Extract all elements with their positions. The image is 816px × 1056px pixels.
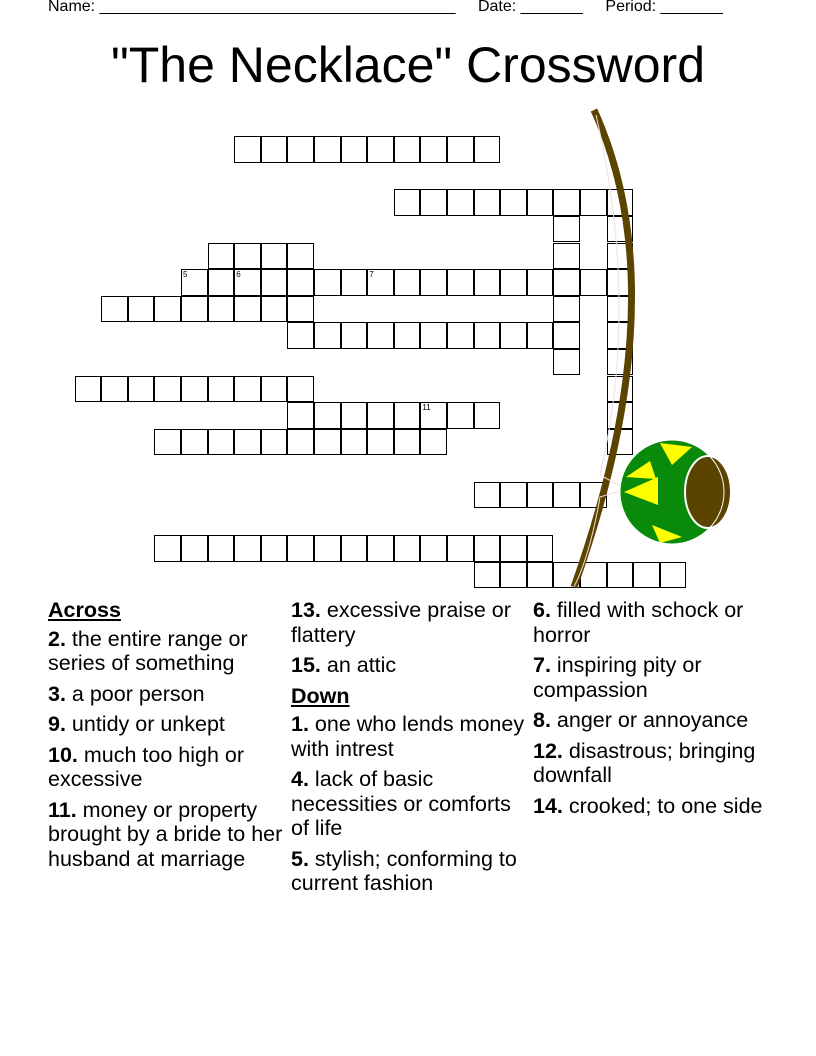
crossword-cell[interactable] [287, 296, 314, 323]
crossword-cell[interactable] [208, 243, 235, 270]
clue-down-7: 7. inspiring pity or compassion [533, 653, 702, 702]
date-field[interactable]: Date: _______ [477, 0, 583, 15]
crossword-cell[interactable] [208, 376, 235, 403]
crossword-cell[interactable] [341, 402, 368, 429]
crossword-cell[interactable] [367, 322, 394, 349]
crossword-cell[interactable] [341, 136, 368, 163]
clue-across-13: 13. excessive praise or flattery [291, 598, 511, 647]
crossword-cell[interactable] [420, 429, 447, 456]
crossword-cell[interactable] [474, 269, 501, 296]
page-title: "The Necklace" Crossword [110, 37, 706, 93]
crossword-cell[interactable] [394, 402, 421, 429]
clue-down-8: 8. anger or annoyance [533, 708, 749, 732]
clue-down-1: 1. one who lends money with intrest [291, 712, 525, 761]
crossword-cell[interactable] [527, 269, 554, 296]
period-field[interactable]: Period: _______ [605, 0, 723, 15]
crossword-cell[interactable] [234, 269, 261, 296]
crossword-cell[interactable] [527, 535, 554, 562]
crossword-cell[interactable] [234, 296, 261, 323]
crossword-cell[interactable] [261, 243, 288, 270]
across-heading: Across [48, 598, 121, 622]
crossword-cell[interactable] [500, 269, 527, 296]
crossword-cell[interactable] [394, 535, 421, 562]
worksheet-header [48, 0, 741, 16]
crossword-cell[interactable] [261, 535, 288, 562]
crossword-cell[interactable] [447, 269, 474, 296]
crossword-cell[interactable] [527, 189, 554, 216]
crossword-cell[interactable] [287, 243, 314, 270]
crossword-cell[interactable] [128, 376, 155, 403]
crossword-cell[interactable] [181, 429, 208, 456]
clue-down-6: 6. filled with schock or horror [533, 598, 744, 647]
crossword-cell[interactable] [234, 243, 261, 270]
crossword-cell[interactable] [261, 296, 288, 323]
clue-across-9: 9. untidy or unkept [48, 712, 225, 736]
down-heading: Down [291, 683, 350, 708]
crossword-cell[interactable] [154, 429, 181, 456]
crossword-cell[interactable] [261, 269, 288, 296]
crossword-cell[interactable] [261, 376, 288, 403]
crossword-cell[interactable] [101, 296, 128, 323]
crossword-cell[interactable] [261, 429, 288, 456]
crossword-cell[interactable] [314, 136, 341, 163]
crossword-cell[interactable] [261, 136, 288, 163]
crossword-cell[interactable] [234, 376, 261, 403]
clue-across-10: 10. much too high or excessive [48, 742, 245, 791]
crossword-cell[interactable] [474, 136, 501, 163]
crossword-cell[interactable] [474, 402, 501, 429]
name-field[interactable]: Name: ________________________________________ [48, 0, 456, 15]
crossword-cell[interactable] [394, 189, 421, 216]
necklace-illustration [560, 105, 740, 595]
clue-number: 7 [369, 270, 374, 280]
crossword-cell[interactable] [234, 136, 261, 163]
crossword-cell[interactable] [101, 376, 128, 403]
crossword-cell[interactable] [420, 189, 447, 216]
crossword-cell[interactable] [314, 429, 341, 456]
clue-across-11: 11. money or property brought by a bride to her husband at marriage [48, 797, 283, 871]
crossword-cell[interactable] [287, 535, 314, 562]
crossword-cell[interactable] [474, 189, 501, 216]
clue-down-12: 12. disastrous; bringing downfall [533, 738, 756, 787]
crossword-cell[interactable] [154, 296, 181, 323]
crossword-cell[interactable] [500, 535, 527, 562]
crossword-cell[interactable] [420, 322, 447, 349]
crossword-cell[interactable] [341, 269, 368, 296]
crossword-cell[interactable] [527, 482, 554, 509]
crossword-cell[interactable] [154, 376, 181, 403]
crossword-cell[interactable] [208, 269, 235, 296]
crossword-cell[interactable] [287, 269, 314, 296]
crossword-cell[interactable] [474, 322, 501, 349]
crossword-cell[interactable] [341, 535, 368, 562]
crossword-cell[interactable] [367, 136, 394, 163]
crossword-cell[interactable] [367, 402, 394, 429]
crossword-cell[interactable] [447, 535, 474, 562]
crossword-cell[interactable] [287, 376, 314, 403]
across-clues [48, 598, 284, 877]
crossword-cell[interactable] [314, 269, 341, 296]
crossword-cell[interactable] [527, 562, 554, 589]
crossword-cell[interactable] [394, 269, 421, 296]
crossword-cell[interactable] [500, 322, 527, 349]
crossword-cell[interactable] [367, 429, 394, 456]
clue-down-14: 14. crooked; to one side [533, 793, 763, 818]
crossword-cell[interactable] [500, 189, 527, 216]
crossword-cell[interactable] [234, 535, 261, 562]
crossword-cell[interactable] [394, 136, 421, 163]
necklace-chain [574, 110, 632, 587]
clue-down-4: 4. lack of basic necessities or comforts of life [291, 767, 511, 840]
crossword-cell[interactable] [500, 482, 527, 509]
crossword-cell[interactable] [314, 535, 341, 562]
crossword-cell[interactable] [341, 322, 368, 349]
crossword-cell[interactable] [208, 296, 235, 323]
clue-number: 11 [422, 403, 431, 413]
crossword-cell[interactable] [394, 429, 421, 456]
clue-number: 5 [183, 270, 188, 280]
crossword-cell[interactable] [420, 136, 447, 163]
crossword-cell[interactable] [341, 429, 368, 456]
clue-down-5: 5. stylish; conforming to current fashion [291, 846, 517, 895]
crossword-cell[interactable] [447, 402, 474, 429]
crossword-cell[interactable] [234, 429, 261, 456]
clue-across-3: 3. a poor person [48, 681, 205, 706]
clue-across-15: 15. an attic [291, 653, 397, 677]
crossword-cell[interactable] [314, 322, 341, 349]
crossword-cell[interactable] [447, 322, 474, 349]
crossword-cell[interactable] [420, 535, 447, 562]
crossword-cell[interactable] [154, 535, 181, 562]
crossword-cell[interactable] [75, 376, 102, 403]
crossword-cell[interactable] [314, 402, 341, 429]
crossword-cell[interactable] [420, 402, 447, 429]
crossword-cell[interactable] [208, 429, 235, 456]
clue-across-2: 2. the entire range or series of something [48, 626, 248, 675]
crossword-cell[interactable] [394, 322, 421, 349]
crossword-cell[interactable] [527, 322, 554, 349]
crossword-cell[interactable] [181, 296, 208, 323]
crossword-cell[interactable] [287, 402, 314, 429]
crossword-cell[interactable] [447, 136, 474, 163]
crossword-cell[interactable] [181, 535, 208, 562]
clue-number: 6 [236, 270, 241, 280]
crossword-cell[interactable] [367, 269, 394, 296]
crossword-cell[interactable] [474, 482, 501, 509]
crossword-cell[interactable] [367, 535, 394, 562]
pendant-icon [620, 440, 731, 544]
crossword-cell[interactable] [181, 376, 208, 403]
crossword-cell[interactable] [128, 296, 155, 323]
crossword-cell[interactable] [420, 269, 447, 296]
crossword-cell[interactable] [447, 189, 474, 216]
crossword-cell[interactable] [474, 535, 501, 562]
crossword-cell[interactable] [474, 562, 501, 589]
crossword-cell[interactable] [208, 535, 235, 562]
middle-clues [291, 598, 527, 902]
crossword-cell[interactable] [181, 269, 208, 296]
crossword-cell[interactable] [287, 429, 314, 456]
crossword-cell[interactable] [500, 562, 527, 589]
crossword-cell[interactable] [287, 322, 314, 349]
down-clues [533, 598, 769, 824]
crossword-cell[interactable] [287, 136, 314, 163]
